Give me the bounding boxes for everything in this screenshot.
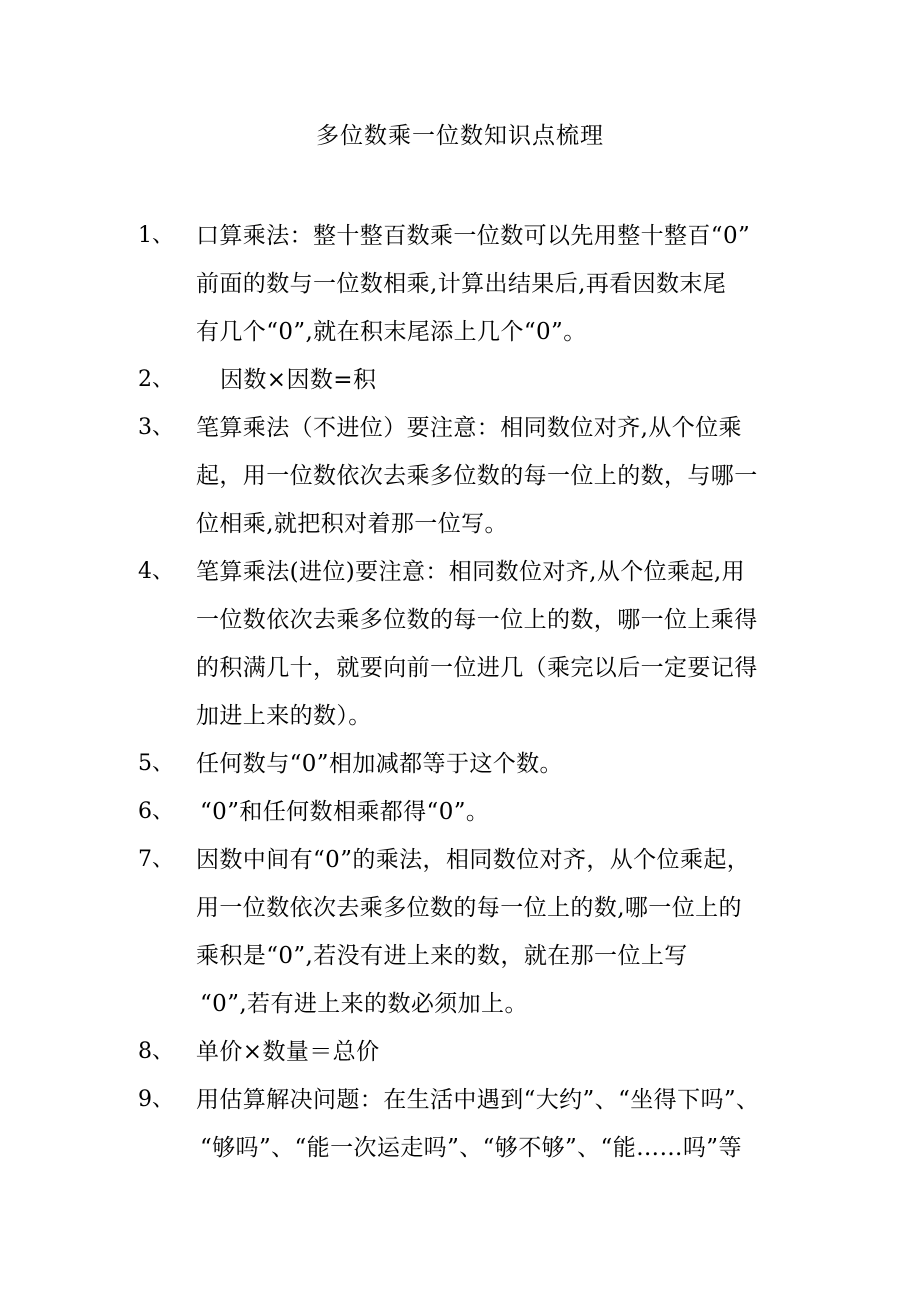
text-line: 笔算乘法（不进位）要注意：相同数位对齐,从个位乘: [196, 415, 742, 441]
list-item: [0, 788, 920, 836]
text-line: 的积满几十，就要向前一位进几（乘完以后一定要记得: [196, 655, 758, 681]
list-item: [0, 1076, 920, 1172]
text-line: 乘积是“0”,若没有进上来的数，就在那一位上写: [196, 943, 688, 969]
knowledge-point-list: [0, 212, 920, 1172]
item-number: 9、: [138, 1087, 174, 1112]
item-text: [196, 1028, 796, 1076]
item-number: 1、: [138, 223, 174, 248]
text-line: 用估算解决问题：在生活中遇到“大约”、“坐得下吗”、: [196, 1087, 760, 1113]
text-line: 前面的数与一位数相乘,计算出结果后,再看因数末尾: [196, 271, 727, 297]
text-line: “0”和任何数相乘都得“0”。: [200, 799, 490, 825]
item-text: [196, 548, 796, 740]
item-text: [196, 740, 796, 788]
text-line: “0”,若有进上来的数必须加上。: [200, 991, 528, 1017]
list-item: [0, 212, 920, 356]
text-line: 因数中间有“0”的乘法，相同数位对齐，从个位乘起，: [196, 847, 751, 873]
list-item: [0, 356, 920, 404]
list-item: [0, 740, 920, 788]
text-line: “够吗”、“能一次运走吗”、“够不够”、“能……吗”等: [200, 1135, 742, 1161]
item-number: 6、: [138, 799, 174, 824]
item-number: 5、: [138, 751, 174, 776]
list-item: [0, 404, 920, 548]
item-number: 8、: [138, 1039, 174, 1064]
item-text: [196, 212, 796, 356]
item-text: [196, 356, 796, 404]
text-line: 口算乘法：整十整百数乘一位数可以先用整十整百“0”: [196, 223, 751, 249]
text-line: 起，用一位数依次去乘多位数的每一位上的数，与哪一: [196, 463, 758, 489]
text-line: 用一位数依次去乘多位数的每一位上的数,哪一位上的: [196, 895, 742, 921]
item-number: 2、: [138, 367, 174, 392]
item-text: [196, 836, 796, 1028]
text-line: 位相乘,就把积对着那一位写。: [196, 511, 508, 537]
item-number: 3、: [138, 415, 174, 440]
text-line: 任何数与“0”相加减都等于这个数。: [196, 751, 563, 777]
list-item: [0, 548, 920, 740]
list-item: [0, 836, 920, 1028]
item-number: 4、: [138, 559, 174, 584]
text-line: 因数×因数=积: [220, 367, 377, 393]
page-title: 多位数乘一位数知识点梳理: [316, 123, 604, 149]
item-number: 7、: [138, 847, 174, 872]
item-text: [196, 404, 796, 548]
list-item: [0, 1028, 920, 1076]
text-line: 笔算乘法(进位)要注意：相同数位对齐,从个位乘起,用: [196, 559, 745, 585]
text-line: 一位数依次去乘多位数的每一位上的数，哪一位上乘得: [196, 607, 758, 633]
item-text: [196, 788, 796, 836]
text-line: 有几个“0”,就在积末尾添上几个“0”。: [196, 319, 587, 345]
text-line: 单价×数量＝总价: [196, 1039, 380, 1065]
text-line: 加进上来的数）。: [196, 703, 372, 729]
item-text: [196, 1076, 796, 1172]
